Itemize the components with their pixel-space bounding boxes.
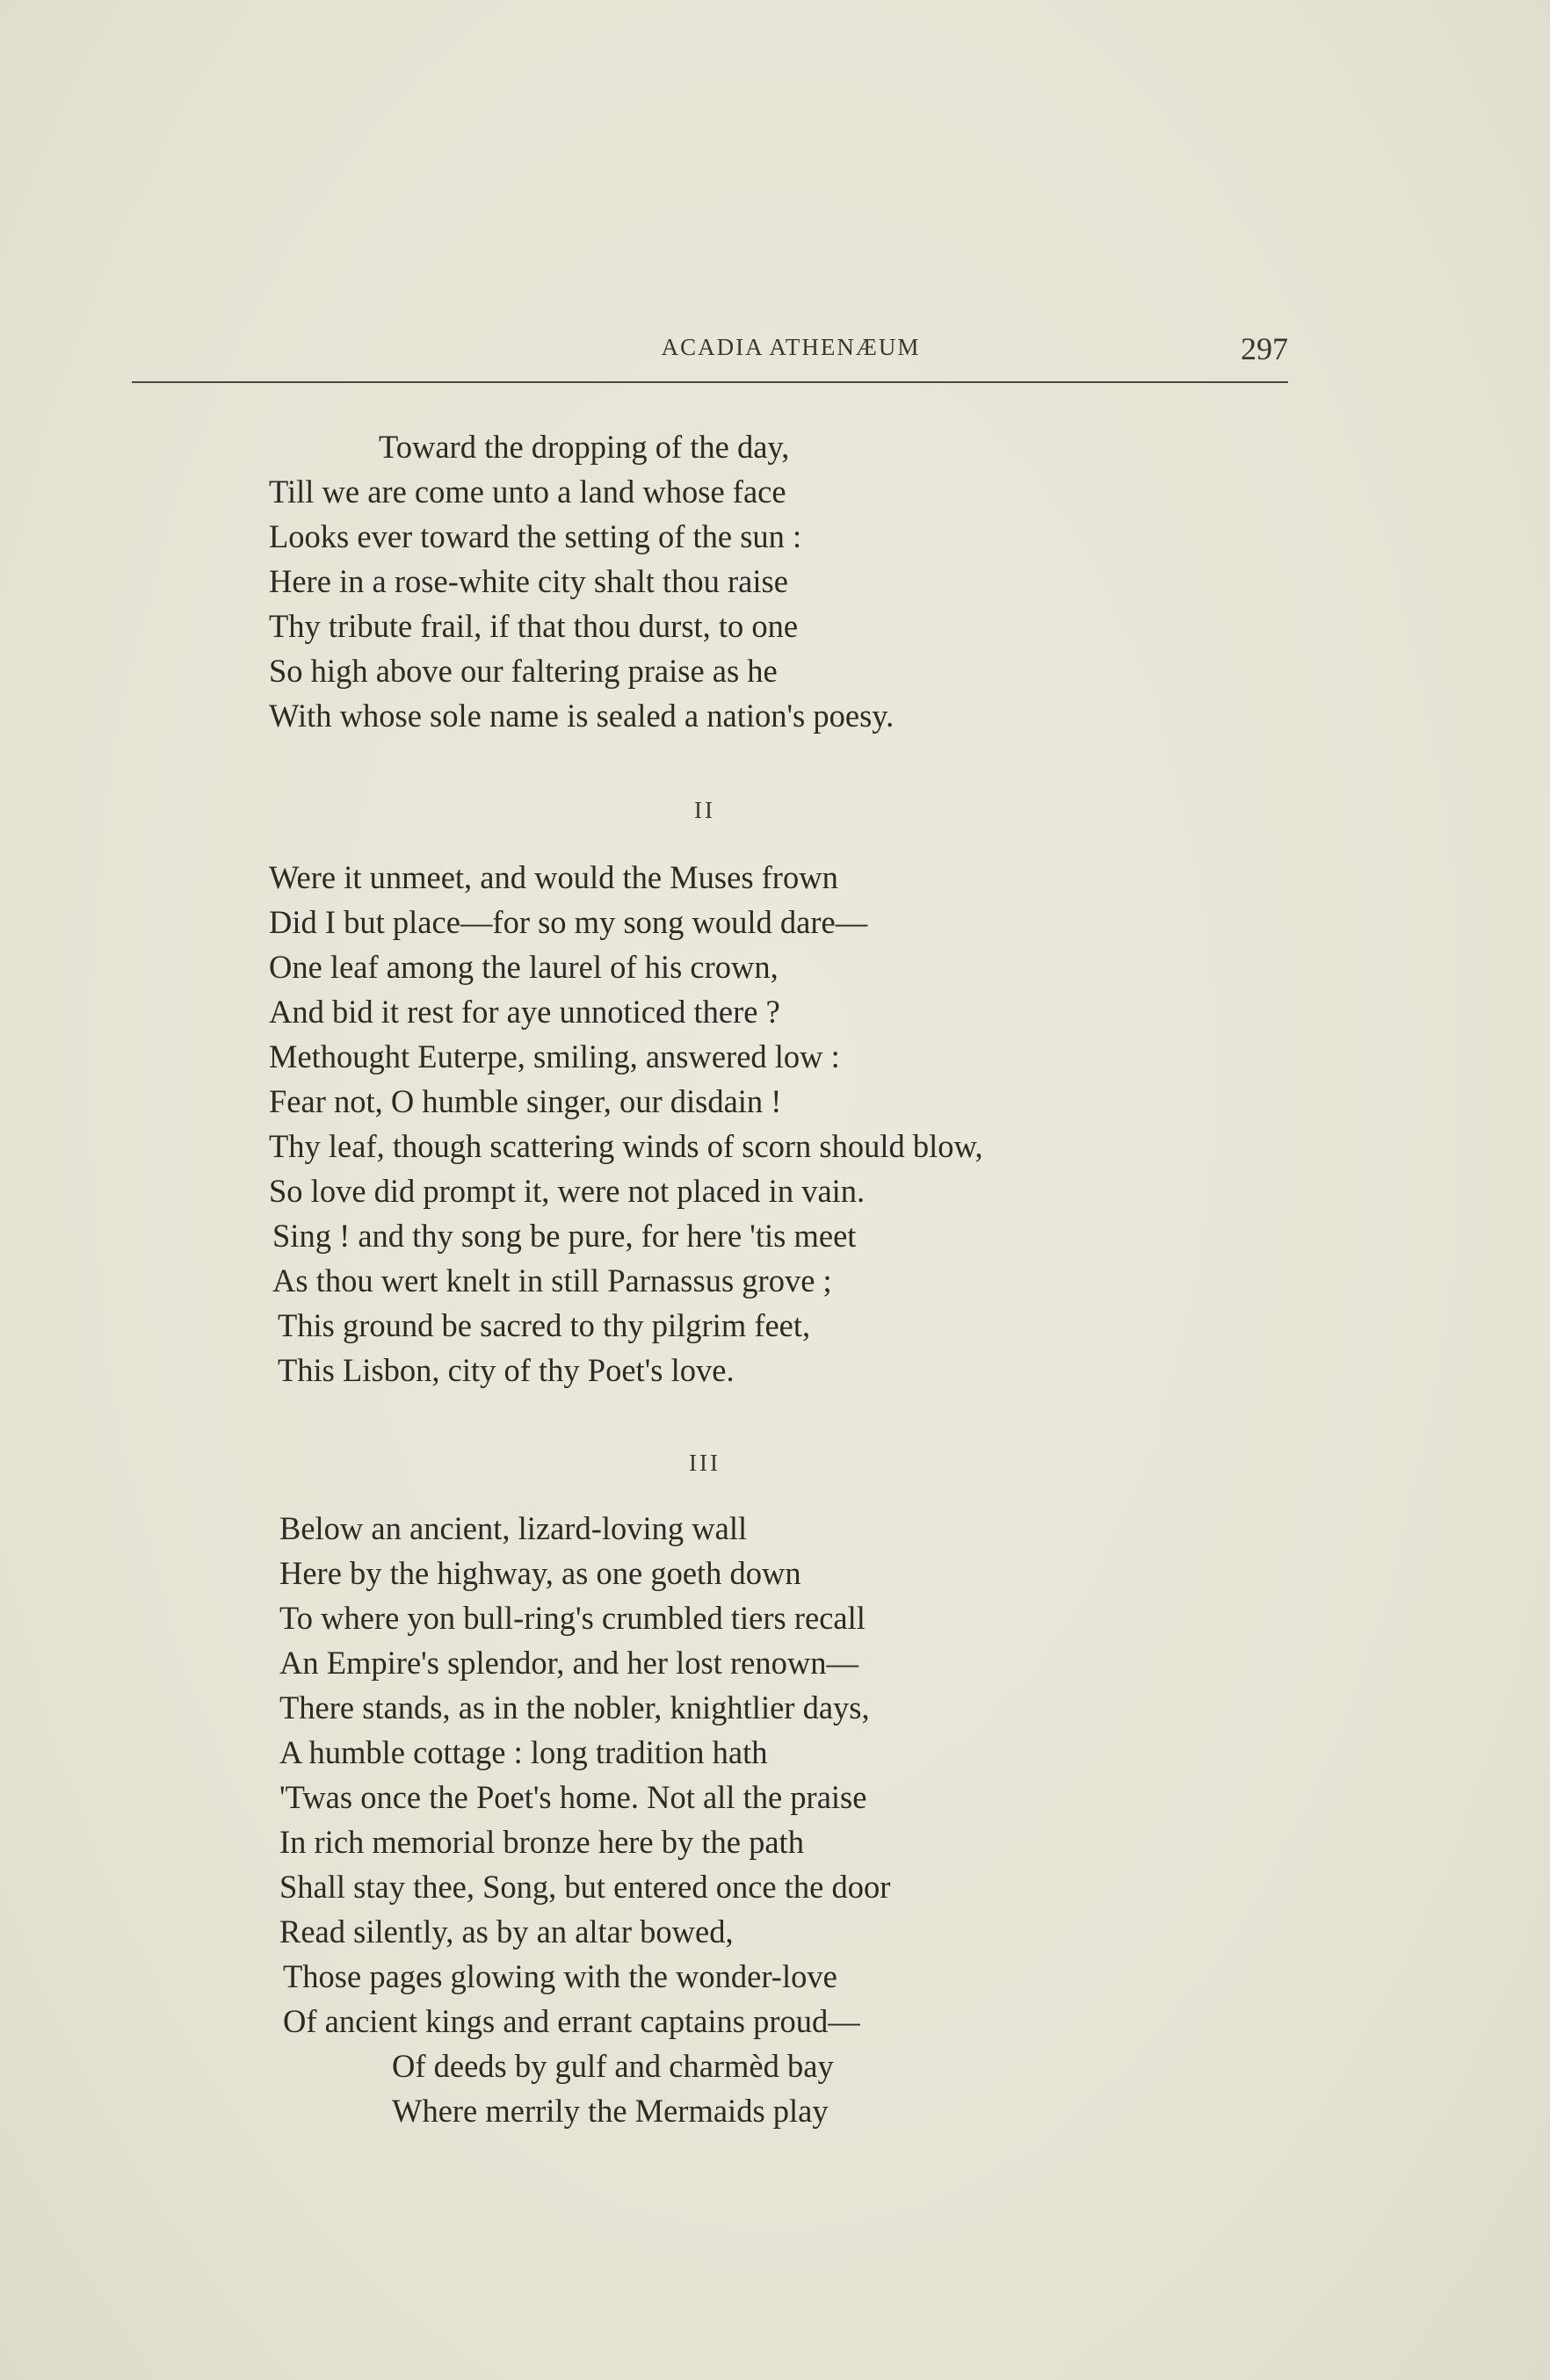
poem-line: 'Twas once the Poet's home. Not all the praise [279, 1779, 867, 1815]
poem-line: Below an ancient, lizard-loving wall [279, 1510, 748, 1546]
poem-line: In rich memorial bronze here by the path [279, 1824, 804, 1860]
poem-line: A humble cottage : long tradition hath [279, 1734, 768, 1770]
poem-line: Did I but place—for so my song would dare— [269, 904, 868, 940]
poem-line: As thou wert knelt in still Parnassus grove ; [272, 1262, 832, 1299]
section-numeral-ii: II [694, 797, 715, 823]
poem-line: Were it unmeet, and would the Muses frown [269, 859, 838, 895]
poem-line: Methought Euterpe, smiling, answered low : [269, 1038, 840, 1074]
page-number: 297 [1241, 331, 1288, 366]
poem-line: Shall stay thee, Song, but entered once the door [279, 1869, 891, 1905]
poem-line: Till we are come unto a land whose face [269, 474, 786, 510]
poem-line: So love did prompt it, were not placed in vain. [269, 1173, 866, 1209]
page-header [132, 331, 1288, 383]
poem-line: Those pages glowing with the wonder-love [283, 1958, 837, 1994]
poem-line: Where merrily the Mermaids play [392, 2093, 829, 2129]
running-head: ACADIA ATHENÆUM [661, 334, 921, 360]
poem-line: Toward the dropping of the day, [379, 429, 790, 465]
poem-line: And bid it rest for aye unnoticed there ? [269, 994, 780, 1030]
poem-line: Looks ever toward the setting of the sun : [269, 518, 802, 554]
poem-line: Sing ! and thy song be pure, for here 'tis meet [272, 1218, 857, 1254]
poem-line: So high above our faltering praise as he [269, 653, 778, 689]
poem-line: Read silently, as by an altar bowed, [279, 1913, 734, 1950]
poem-line: This Lisbon, city of thy Poet's love. [278, 1352, 735, 1388]
poem-line: Of deeds by gulf and charmèd bay [392, 2048, 834, 2084]
poem-line: Of ancient kings and errant captains proud— [283, 2003, 860, 2039]
poem-line: There stands, as in the nobler, knightlier days, [279, 1689, 870, 1725]
header-rule [132, 381, 1288, 383]
poem-line: One leaf among the laurel of his crown, [269, 949, 779, 985]
poem-line: An Empire's splendor, and her lost renown— [279, 1645, 858, 1681]
poem-line: To where yon bull-ring's crumbled tiers recall [279, 1600, 866, 1636]
poem-line: This ground be sacred to thy pilgrim feet, [278, 1307, 811, 1343]
poem-line: Thy tribute frail, if that thou durst, to one [269, 608, 799, 644]
poem-line: Thy leaf, though scattering winds of scorn should blow, [269, 1128, 983, 1164]
poem-line: With whose sole name is sealed a nation's poesy. [269, 698, 895, 734]
poem-line: Here in a rose-white city shalt thou raise [269, 563, 788, 599]
section-numeral-iii: III [689, 1450, 721, 1476]
poem-line: Fear not, O humble singer, our disdain ! [269, 1083, 782, 1119]
poem-line: Here by the highway, as one goeth down [279, 1555, 801, 1591]
